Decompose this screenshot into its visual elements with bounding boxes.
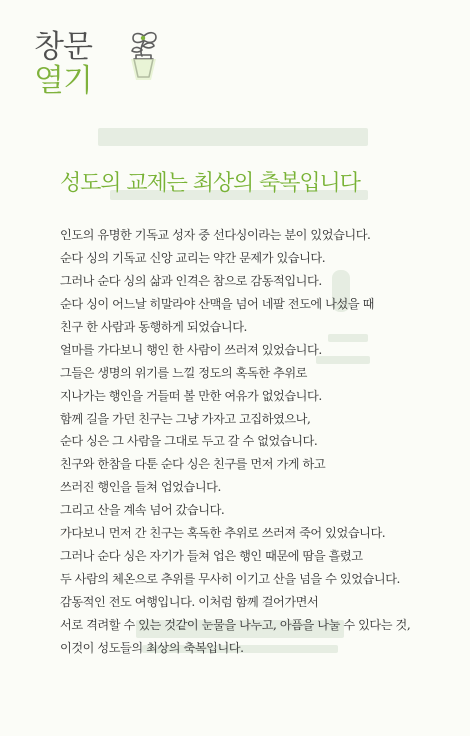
section-title-line-2: 열기: [34, 63, 92, 99]
article-title: 성도의 교제는 최상의 축복입니다: [60, 171, 360, 196]
body-line: 친구와 한참을 다툰 순다 싱은 친구를 먼저 가게 하고: [60, 457, 326, 472]
body-line: 그러나 순다 싱의 삶과 인격은 참으로 감동적입니다.: [60, 273, 322, 288]
section-title-line-1: 창문: [34, 29, 92, 65]
body-line: 순다 싱은 그 사람을 그대로 두고 갈 수 없었습니다.: [60, 434, 318, 449]
body-line: 그러나 순다 싱은 자기가 들쳐 업은 행인 때문에 땀을 흘렸고: [60, 549, 363, 564]
body-line: 지나가는 행인을 거들떠 볼 만한 여유가 없었습니다.: [60, 388, 322, 403]
body-line: 순다 싱이 어느날 히말라야 산맥을 넘어 네팔 전도에 나섰을 때: [60, 296, 374, 311]
body-line: 얼마를 가다보니 행인 한 사람이 쓰러져 있었습니다.: [60, 342, 322, 357]
potted-plant-icon: [118, 28, 168, 84]
body-line: 함께 길을 가던 친구는 그냥 가자고 고집하였으나,: [60, 411, 311, 426]
bleed-through-band: [98, 128, 368, 146]
body-line: 이것이 성도들의 최상의 축복입니다.: [60, 640, 244, 655]
body-line: 인도의 유명한 기독교 성자 중 선다싱이라는 분이 있었습니다.: [60, 228, 371, 242]
body-line: 친구 한 사람과 동행하게 되었습니다.: [60, 319, 247, 334]
body-line: 쓰러진 행인을 들쳐 업었습니다.: [60, 480, 221, 495]
body-line: 두 사람의 체온으로 추위를 무사히 이기고 산을 넘을 수 있었습니다.: [60, 572, 400, 587]
body-line: 그리고 산을 계속 넘어 갔습니다.: [60, 503, 225, 518]
article-body: [60, 224, 420, 660]
body-line: 순다 싱의 기독교 신앙 교리는 약간 문제가 있습니다.: [60, 250, 326, 265]
section-header: [34, 20, 234, 108]
body-line: 감동적인 전도 여행입니다. 이처럼 함께 걸어가면서: [60, 595, 319, 609]
body-line: 서로 격려할 수 있는 것같이 눈물을 나누고, 아픔을 나눌 수 있다는 것,: [60, 617, 411, 632]
body-line: 그들은 생명의 위기를 느낄 정도의 혹독한 추위로: [60, 365, 308, 380]
body-line: 가다보니 먼저 간 친구는 혹독한 추위로 쓰러져 죽어 있었습니다.: [60, 526, 386, 541]
